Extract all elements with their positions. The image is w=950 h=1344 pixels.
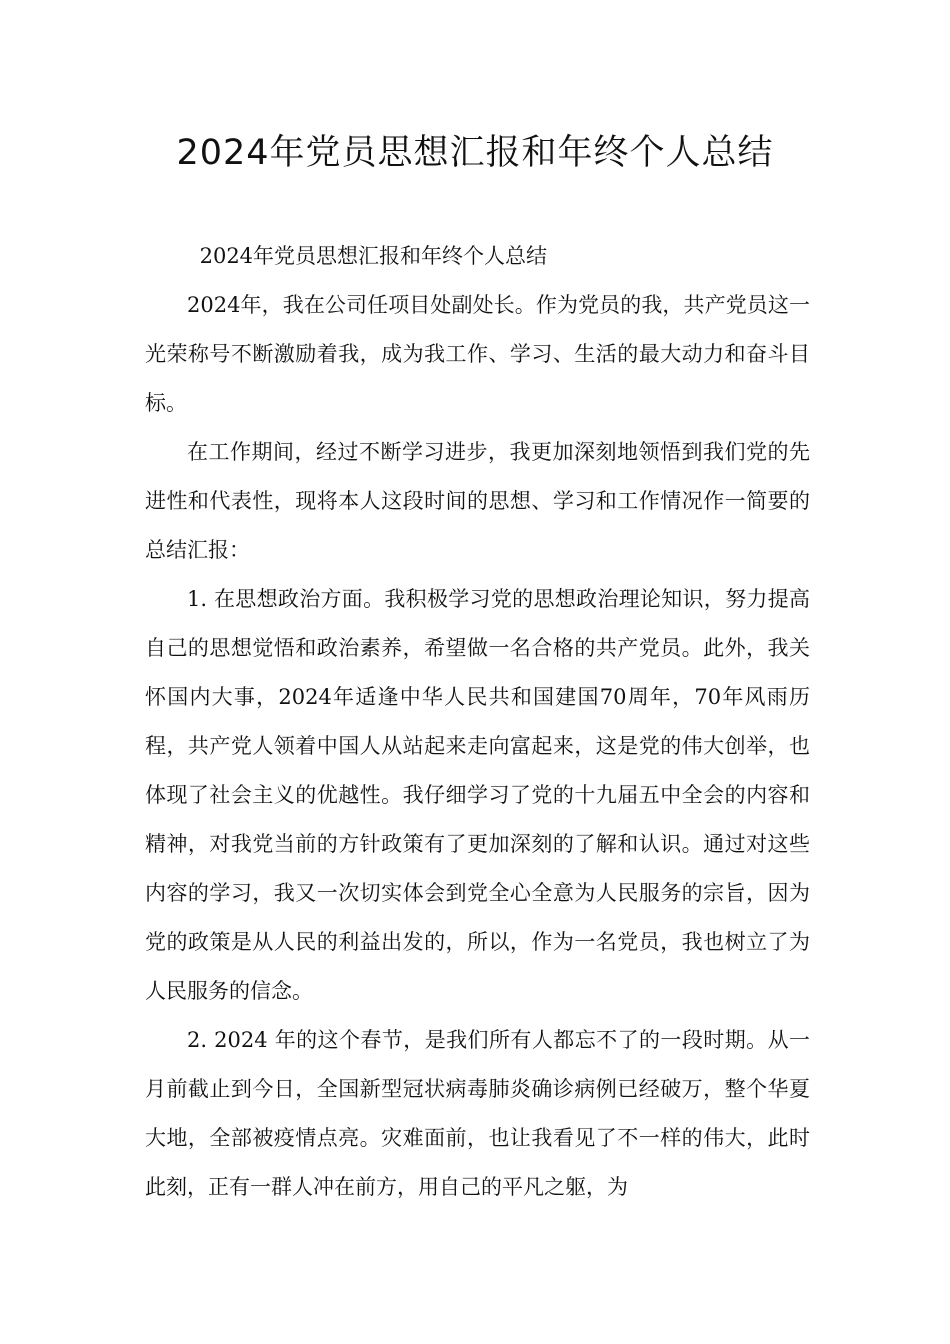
paragraph-intro: 2024年，我在公司任项目处副处长。作为党员的我，共产党员这一光荣称号不断激励着我，成为我工作、学习、生活的最大动力和奋斗目标。 bbox=[145, 293, 810, 415]
paragraph-point-1: 1. 在思想政治方面。我积极学习党的思想政治理论知识，努力提高自己的思想觉悟和政治素养，希望做一名合格的共产党员。此外，我关怀国内大事，2024年适逢中华人民共和国建国70周年，70年风雨历程，共产党人领着中国人从站起来走向富起来，这是党的伟大创举，也体现了社会主义的优越性。我仔细学习了党的十九届五中全会的内容和精神，对我党当前的方针政策有了更加深刻的了解和认识。通过对这些内容的学习，我又一次切实体会到党全心全意为人民服务的宗旨，因为党的政策是从人民的利益出发的，所以，作为一名党员，我也树立了为人民服务的信念。 bbox=[145, 587, 810, 1003]
paragraph-point-2: 2. 2024 年的这个春节，是我们所有人都忘不了的一段时期。从一月前截止到今日，全国新型冠状病毒肺炎确诊病例已经破万，整个华夏大地，全部被疫情点亮。灾难面前，也让我看见了不一样的伟大，此时此刻，正有一群人冲在前方，用自己的平凡之躯，为 bbox=[145, 1028, 810, 1199]
paragraph-overview: 在工作期间，经过不断学习进步，我更加深刻地领悟到我们党的先进性和代表性，现将本人这段时间的思想、学习和工作情况作一简要的总结汇报： bbox=[145, 440, 810, 562]
document-body bbox=[145, 232, 810, 1212]
document-title: 2024年党员思想汇报和年终个人总结 bbox=[176, 133, 774, 173]
document-subtitle: 2024年党员思想汇报和年终个人总结 bbox=[199, 244, 548, 268]
